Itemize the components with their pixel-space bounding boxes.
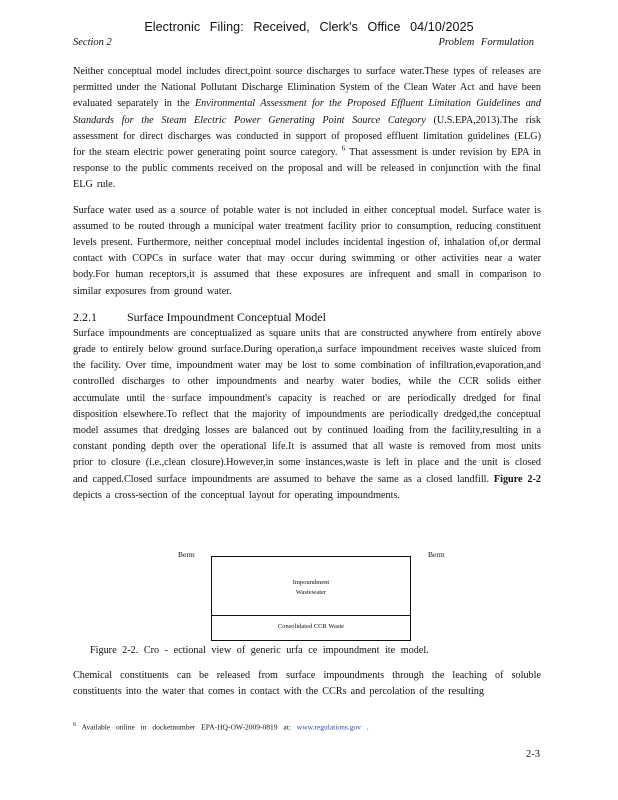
paragraph-releases: Chemical constituents can be released from surface impoundments through the leaching of soluble constituents into the water that comes in contact with the CCRs and percolation of the resulting [73, 670, 541, 698]
berm-label-left: Berm [178, 550, 195, 559]
body-text [73, 64, 541, 513]
paragraph-direct-discharges: Neither conceptual model includes direct,point source discharges to surface water.These types of releases are permitted under the National Pollutant Discharge Elimination System of the Clean Water Act and have been evaluated separately in the Environmental Assessment for the Proposed Effluent Limitation Guidelines and Standards for the Steam Electric Power Generating Point Source Category (U.S.EPA,2013).The risk assessment for direct discharges was conducted in support of proposed effluent limitation guidelines (ELG) for the steam electric power generating point source category. $^6$ That assessment is under revision by EPA in response to the public comments received on the proposal and will be released in conjunction with the final ELG rule. [73, 66, 541, 191]
berm-label-right: Berm [428, 550, 445, 559]
section-title: Surface Impoundment Conceptual Model [127, 309, 326, 324]
page-number: 2-3 [526, 749, 540, 760]
body-text-continued [73, 668, 541, 700]
impoundment-box [211, 556, 411, 641]
footnote-link[interactable]: www.regulations.gov [296, 722, 361, 732]
figure-reference: Figure 2-2 [493, 473, 541, 485]
header-section: Section 2 [73, 37, 112, 48]
paragraph-potable-water: Surface water used as a source of potable water is not included in either conceptual model. Surface water is assumed to be routed through a municipal water treatment facility prior to consumption, reducing constituent levels present. Furthermore, neither conceptual model includes incidental ingestion of, inhalation of,or dermal contact with COPCs in surface water that may occur during swimming or other activities near a water body.For human receptors,it is assumed that these exposures are infrequent and small in comparison to similar exposures from ground water. [73, 204, 541, 297]
ccr-waste-label: Consolidated CCR Waste [277, 623, 345, 630]
filing-stamp: Electronic Filing: Received, Clerk's Office 04/10/2025 [144, 20, 474, 34]
wastewater-label: Impoundment Wastewater [292, 579, 330, 596]
footnote-reference: 6 [341, 144, 346, 153]
section-heading [73, 309, 541, 325]
waste-layer-divider [212, 615, 410, 616]
footnote: $^6$ Available online in docketnumber EPA-HQ-OW-2009-0819 at: www.regulations.gov . [73, 721, 369, 732]
figure-caption: Figure 2-2. Cro - ectional view of generic urfa ce impoundment ite model. [90, 645, 429, 656]
paragraph-impoundment-model: Surface impoundments are conceptualized as square units that are constructed anywhere from entirely above grade to entirely below ground surface.During operation,a surface impoundment receives waste sluiced from the facility. Over time, impoundment water may be lost to some combination of infiltration,evaporation,and controlled discharges to other impoundments and nearby water bodies, while the CCR solids either accumulate until the surface impoundment's capacity is reached or are periodically dredged for final disposition elsewhere.To reflect that the majority of impoundments are periodically dredged,the conceptual model assumes that dredging losses are balanced out by continued loading from the facility,resulting in a constant ponding depth over the operational life.It is assumed that all waste is removed from most units prior to closure (i.e.,clean closure).However,in some instances,waste is left in place and the unit is closed and capped.Closed surface impoundments are assumed to behave the same as a closed landfill. Figure 2-2 depicts a cross-section of the conceptual layout for operating impoundments. [73, 327, 541, 501]
header-chapter-title: Problem Formulation [438, 37, 534, 48]
report-title-citation: Environmental Assessment for the Proposed Effluent Limitation Guidelines and Standards for the Steam Electric Power Generating Point Source Category [73, 98, 541, 126]
footnote-mark: 6 [73, 721, 77, 728]
section-number: 2.2.1 [73, 309, 97, 324]
